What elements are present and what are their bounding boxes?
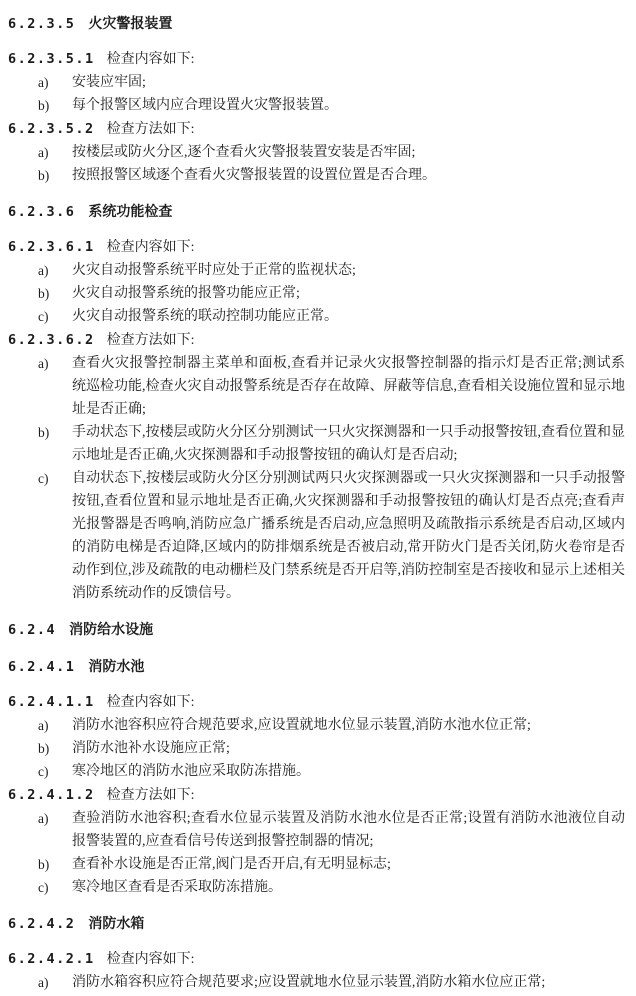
clause-text: 检查方法如下:	[106, 788, 195, 803]
list-item-marker: b)	[38, 286, 50, 301]
list-item-marker: c)	[38, 764, 49, 779]
clause-line	[8, 118, 627, 141]
list-item-text: 火灾自动报警系统平时应处于正常的监视状态;	[72, 263, 356, 278]
list-item-marker: b)	[38, 425, 50, 440]
list-item	[8, 164, 627, 187]
section-number: 6.2.3.6	[8, 204, 76, 220]
clause-line	[8, 691, 627, 714]
list-item	[8, 282, 627, 305]
list-item	[8, 737, 627, 760]
list-item	[8, 71, 627, 94]
list-item-marker: a)	[38, 356, 49, 371]
clause-number: 6.2.4.1.2	[8, 787, 95, 803]
clause-line	[8, 784, 627, 807]
list-item-marker: b)	[38, 98, 50, 113]
section-title: 消防水池	[88, 658, 145, 674]
list-item-text: 手动状态下,按楼层或防火分区分别测试一只火灾探测器和一只手动报警按钮,查看位置和显示地址是否正确,火灾探测器和手动报警按钮的确认灯是否启动;	[72, 425, 625, 463]
list-item-text: 消防水箱容积应符合规范要求;应设置就地水位显示装置,消防水箱水位应正常;	[72, 975, 546, 990]
list-item	[8, 853, 627, 876]
list-item-marker: b)	[38, 168, 50, 183]
list-item	[8, 305, 627, 328]
section-heading	[8, 12, 627, 36]
clause-text: 检查内容如下:	[106, 52, 195, 67]
section-title: 消防水箱	[88, 915, 145, 931]
list-item-marker: c)	[38, 471, 49, 486]
list-item	[8, 421, 627, 467]
section-number: 6.2.4	[8, 622, 57, 638]
list-item-marker: c)	[38, 309, 49, 324]
clause-line	[8, 329, 627, 352]
clause-number: 6.2.3.5.2	[8, 121, 95, 137]
list-item-marker: b)	[38, 741, 50, 756]
list-item-text: 安装应牢固;	[72, 75, 146, 90]
clause-line	[8, 236, 627, 259]
list-item-marker: c)	[38, 880, 49, 895]
clause-number: 6.2.4.2.1	[8, 951, 95, 967]
list-item-text: 按照报警区域逐个查看火灾警报装置的设置位置是否合理。	[72, 168, 436, 183]
list-item-text: 每个报警区域内应合理设置火灾警报装置。	[72, 98, 338, 113]
clause-text: 检查方法如下:	[106, 333, 195, 348]
clause-line	[8, 948, 627, 971]
section-number: 6.2.4.1	[8, 659, 76, 675]
list-item-marker: a)	[38, 718, 49, 733]
list-item-text: 寒冷地区的消防水池应采取防冻措施。	[72, 764, 310, 779]
list-item-marker: a)	[38, 145, 49, 160]
list-item	[8, 714, 627, 737]
section-number: 6.2.4.2	[8, 916, 76, 932]
list-item-text: 消防水池补水设施应正常;	[72, 741, 230, 756]
list-item	[8, 259, 627, 282]
list-item-text: 查看补水设施是否正常,阀门是否开启,有无明显标志;	[72, 857, 391, 872]
clause-text: 检查内容如下:	[106, 240, 195, 255]
clause-number: 6.2.3.5.1	[8, 51, 95, 67]
list-item-text: 自动状态下,按楼层或防火分区分别测试两只火灾探测器或一只火灾探测器和一只手动报警按钮,查看位置和显示地址是否正确,火灾探测器和手动报警按钮的确认灯是否点亮;查看声光报警器是否鸣响,消防应急广播系统是否启动,应急照明及疏散指示系统是否启动,区域内的消防电梯是否迫降,区域内的防排烟系统是否被启动,常开防火门是否关闭,防火卷帘是否动作到位,涉及疏散的电动栅栏及门禁系统是否开启等,消防控制室是否接收和显示上述相关消防系统动作的反馈信号。	[72, 471, 625, 601]
list-item-marker: a)	[38, 811, 49, 826]
section-title: 消防给水设施	[69, 621, 154, 637]
list-item	[8, 876, 627, 899]
list-item-text: 寒冷地区查看是否采取防冻措施。	[72, 880, 282, 895]
list-item	[8, 807, 627, 853]
list-item-text: 火灾自动报警系统的报警功能应正常;	[72, 286, 300, 301]
clause-number: 6.2.3.6.2	[8, 332, 95, 348]
section-heading	[8, 618, 627, 642]
list-item-marker: b)	[38, 857, 50, 872]
list-item-text: 消防水池容积应符合规范要求,应设置就地水位显示装置,消防水池水位正常;	[72, 718, 531, 733]
section-title: 系统功能检查	[88, 203, 173, 219]
list-item	[8, 971, 627, 994]
section-number: 6.2.3.5	[8, 16, 76, 32]
list-item	[8, 94, 627, 117]
clause-line	[8, 48, 627, 71]
section-heading	[8, 655, 627, 679]
list-item	[8, 352, 627, 421]
list-item-text: 查验消防水池容积;查看水位显示装置及消防水池水位是否正常;设置有消防水池液位自动报警装置的,应查看信号传送到报警控制器的情况;	[72, 811, 625, 849]
document-body	[8, 12, 627, 994]
list-item	[8, 141, 627, 164]
list-item	[8, 467, 627, 605]
section-heading	[8, 912, 627, 936]
list-item-marker: a)	[38, 263, 49, 278]
clause-number: 6.2.4.1.1	[8, 694, 95, 710]
list-item	[8, 760, 627, 783]
list-item-marker: a)	[38, 75, 49, 90]
clause-text: 检查内容如下:	[106, 695, 195, 710]
list-item-text: 火灾自动报警系统的联动控制功能应正常。	[72, 309, 338, 324]
list-item-text: 查看火灾报警控制器主菜单和面板,查看并记录火灾报警控制器的指示灯是否正常;测试系统巡检功能,检查火灾自动报警系统是否存在故障、屏蔽等信息,查看相关设施位置和显示地址是否正确;	[72, 356, 625, 417]
clause-text: 检查内容如下:	[106, 952, 195, 967]
list-item-marker: a)	[38, 975, 49, 990]
list-item-text: 按楼层或防火分区,逐个查看火灾警报装置安装是否牢固;	[72, 145, 416, 160]
clause-text: 检查方法如下:	[106, 122, 195, 137]
section-title: 火灾警报装置	[88, 15, 173, 31]
section-heading	[8, 200, 627, 224]
clause-number: 6.2.3.6.1	[8, 239, 95, 255]
